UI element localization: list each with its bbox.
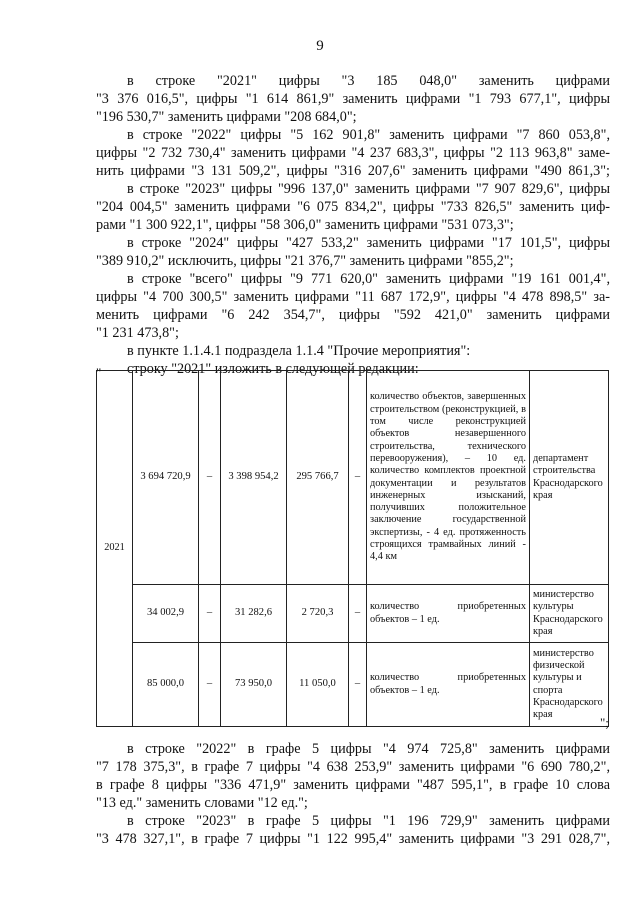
text-line: "3 478 327,1", в графе 7 цифры "1 122 995,4" заменить цифрами "3 291 028,7", <box>96 831 610 847</box>
text-line: менить цифрами "6 242 354,7", цифры "592 421,0" заменить цифрами <box>96 307 610 323</box>
federal-cell: – <box>199 643 221 727</box>
local-cell: 295 766,7 <box>287 371 349 585</box>
text-line: "1 231 473,8"; <box>96 325 179 341</box>
text-line: в строке "всего" цифры "9 771 620,0" заменить цифрами "19 161 001,4", <box>127 271 610 287</box>
text-line: строку "2021" изложить в следующей редакции: <box>127 361 419 377</box>
text-line: "13 ед." заменить словами "12 ед."; <box>96 795 308 811</box>
text-line: "389 910,2" исключить, цифры "21 376,7" заменить цифрами "855,2"; <box>96 253 514 269</box>
text-line: цифры "4 700 300,5" заменить цифрами "11 687 172,9", цифры "4 478 898,5" за- <box>96 289 610 305</box>
text-line: в строке "2024" цифры "427 533,2" заменить цифрами "17 101,5", цифры <box>127 235 610 251</box>
extra-budget-cell: – <box>349 371 367 585</box>
text-line: "3 376 016,5", цифры "1 614 861,9" заменить цифрами "1 793 677,1", цифры <box>96 91 610 107</box>
table-row <box>97 371 609 585</box>
responsible-org-cell: министерство физической культуры и спорта Краснодарского края <box>530 643 609 727</box>
text-line: нить цифрами "3 131 509,2", цифры "316 207,6" заменить цифрами "490 861,3"; <box>96 163 610 179</box>
total-cell: 34 002,9 <box>133 585 199 643</box>
text-line: в строке "2023" цифры "996 137,0" заменить цифрами "7 907 829,6", цифры <box>127 181 610 197</box>
budget-table <box>96 370 609 727</box>
text-line: в пункте 1.1.4.1 подраздела 1.1.4 "Прочие мероприятия": <box>127 343 471 359</box>
text-line: "196 530,7" заменить цифрами "208 684,0"; <box>96 109 357 125</box>
local-cell: 2 720,3 <box>287 585 349 643</box>
result-cell: количество приобретенных объектов – 1 ед. <box>367 585 530 643</box>
result-cell: количество приобретенных объектов – 1 ед. <box>367 643 530 727</box>
text-line: цифры "2 732 730,4" заменить цифрами "4 237 683,3", цифры "2 113 963,8" заме- <box>96 145 610 161</box>
table-row <box>97 585 609 643</box>
regional-cell: 31 282,6 <box>221 585 287 643</box>
federal-cell: – <box>199 585 221 643</box>
text-line: в строке "2022" в графе 5 цифры "4 974 725,8" заменить цифрами <box>127 741 610 757</box>
local-cell: 11 050,0 <box>287 643 349 727</box>
regional-cell: 73 950,0 <box>221 643 287 727</box>
table-row <box>97 643 609 727</box>
result-cell: количество объектов, завершенных строительством (реконструкцией, в том числе реконструкцией объектов незавершенного строительства, технического перевооружения), – 10 ед. количество комплектов проектной документации и результатов инженерных изысканий, получивших положительное заключение государственной экспертизы, - 4 ед. протяженность строящихся трамвайных линий - 4,4 км <box>367 371 530 585</box>
total-cell: 85 000,0 <box>133 643 199 727</box>
text-line: в строке "2022" цифры "5 162 901,8" заменить цифрами "7 860 053,8", <box>127 127 610 143</box>
text-line: в строке "2023" в графе 5 цифры "1 196 729,9" заменить цифрами <box>127 813 610 829</box>
close-quote: "; <box>600 715 609 730</box>
federal-cell: – <box>199 371 221 585</box>
open-quote: " <box>96 365 102 380</box>
text-line: рами "1 300 922,1", цифры "58 306,0" заменить цифрами "531 073,3"; <box>96 217 514 233</box>
responsible-org-cell: министерство культуры Краснодарского края <box>530 585 609 643</box>
text-line: "7 178 375,3", в графе 7 цифры "4 638 253,9" заменить цифрами "6 690 780,2", <box>96 759 610 775</box>
total-cell: 3 694 720,9 <box>133 371 199 585</box>
page-number: 9 <box>316 38 324 54</box>
text-line: в графе 8 цифры "336 471,9" заменить цифрами "487 595,1", в графе 10 слова <box>96 777 610 793</box>
text-line: "204 004,5" заменить цифрами "6 075 834,2", цифры "733 826,5" заменить циф- <box>96 199 610 215</box>
extra-budget-cell: – <box>349 585 367 643</box>
text-line: в строке "2021" цифры "3 185 048,0" заменить цифрами <box>127 73 610 89</box>
regional-cell: 3 398 954,2 <box>221 371 287 585</box>
responsible-org-cell: департамент строительства Краснодарского края <box>530 371 609 585</box>
year-cell: 2021 <box>97 371 133 727</box>
extra-budget-cell: – <box>349 643 367 727</box>
